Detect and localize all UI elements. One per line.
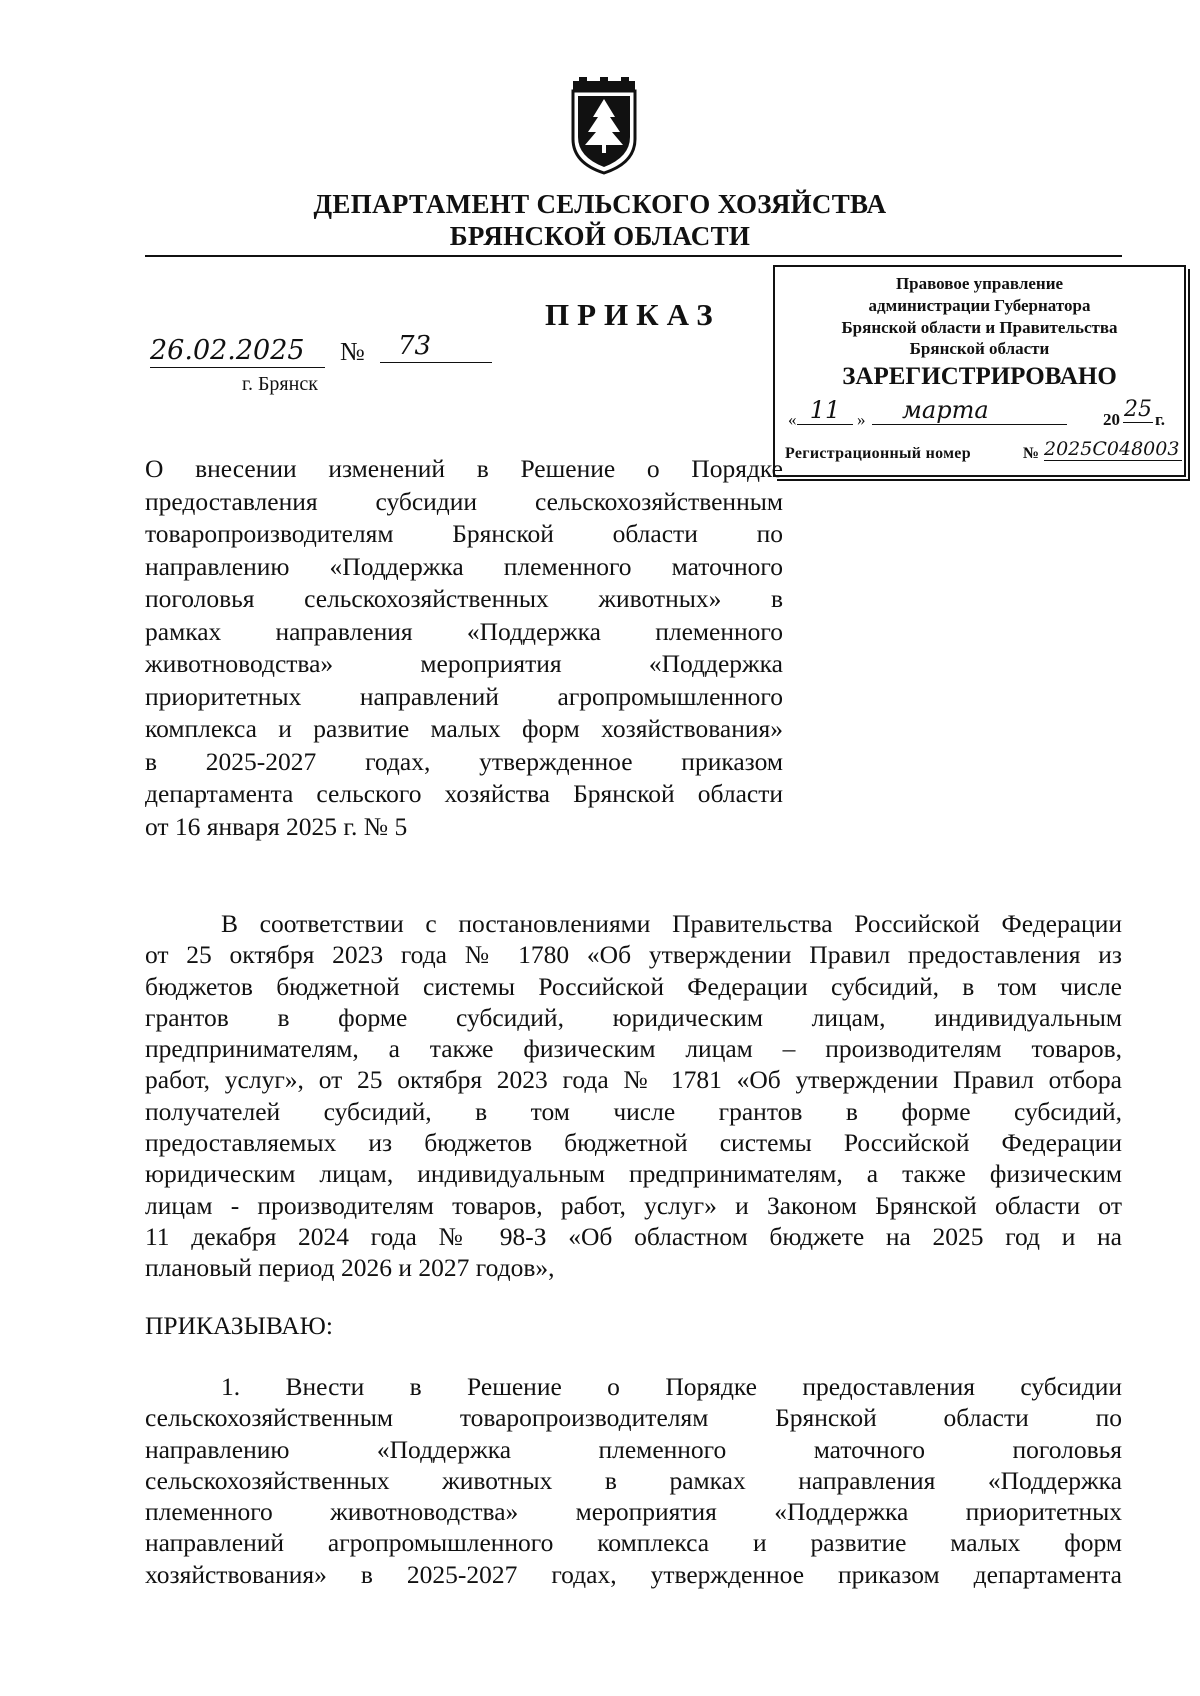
item-line: сельскохозяйственным товаропроизводителям Брянской области по [145, 1403, 1122, 1433]
stamp-regno-label: Регистрационный номер [785, 445, 971, 462]
subject-line: от 16 января 2025 г. № 5 [145, 811, 408, 841]
stamp-regno-prefix: № [1023, 445, 1040, 462]
stamp-line4: Брянской области [909, 339, 1050, 358]
stamp-month: марта [872, 396, 1067, 425]
header-rule [145, 255, 1122, 257]
preamble-line: В соответствии с постановлениями Правительства Российской Федерации [221, 909, 1122, 938]
preamble-line: от 25 октября 2023 года № 1780 «Об утверждении Правил предоставления из [145, 940, 1122, 970]
stamp-open-quote: « [788, 410, 797, 429]
stamp-line3: Брянской области и Правительства [841, 318, 1118, 337]
document-subject [145, 453, 783, 843]
organization-name-line2: БРЯНСКОЙ ОБЛАСТИ [449, 221, 751, 251]
number-label: № [340, 337, 365, 366]
subject-line: О внесении изменений в Решение о Порядке [145, 454, 783, 483]
subject-line: товаропроизводителям Брянской области по [145, 519, 783, 548]
subject-line: комплекса и развитие малых форм хозяйствования» [145, 714, 783, 743]
item-line: сельскохозяйственных животных в рамках направления «Поддержка [145, 1465, 1122, 1495]
city: г. Брянск [242, 373, 318, 395]
preamble-line: бюджетов бюджетной системы Российской Федерации субсидий, в том числе [145, 971, 1122, 1001]
preamble-line: 11 декабря 2024 года № 98-З «Об областном бюджете на 2025 год и на [145, 1221, 1122, 1251]
stamp-close-quote: » [857, 410, 866, 429]
order-item-1 [145, 1371, 1122, 1590]
subject-line: направлению «Поддержка племенного маточного [145, 551, 783, 581]
item-line: племенного животноводства» мероприятия «Поддержка приоритетных [145, 1497, 1122, 1527]
preamble-line: юридическим лицам, индивидуальным предпринимателям, а также физическим [145, 1159, 1122, 1189]
preamble-line: получателей субсидий, в том числе грантов в форме субсидий, [145, 1096, 1122, 1126]
subject-line: департамента сельского хозяйства Брянской области [145, 779, 783, 808]
stamp-line1: Правовое управление [895, 274, 1064, 293]
preamble-line: грантов в форме субсидий, юридическим лицам, индивидуальным [145, 1002, 1122, 1032]
preamble-line: работ, услуг», от 25 октября 2023 года № 1781 «Об утверждении Правил отбора [145, 1065, 1122, 1095]
subject-line: в 2025-2027 годах, утвержденное приказом [145, 746, 783, 776]
stamp-day: 11 [797, 396, 853, 425]
document-date: 26.02.2025 [150, 335, 325, 368]
stamp-line2: администрации Губернатора [868, 296, 1091, 315]
stamp-regno-value: 2025С048003 [1044, 438, 1182, 461]
document-number: 73 [380, 330, 492, 363]
subject-line: поголовья сельскохозяйственных животных» в [145, 584, 783, 613]
preamble-line: предпринимателям, а также физическим лицам – производителям товаров, [145, 1034, 1122, 1064]
stamp-year-prefix: 20 [1103, 410, 1120, 429]
subject-line: животноводства» мероприятия «Поддержка [145, 649, 783, 678]
stamp-status: ЗАРЕГИСТРИРОВАНО [842, 363, 1117, 390]
subject-line: приоритетных направлений агропромышленного [145, 681, 783, 711]
stamp-year-unit: г. [1155, 410, 1166, 429]
preamble-line: плановый период 2026 и 2027 годов», [145, 1253, 555, 1283]
item-line: направлению «Поддержка племенного маточного поголовья [145, 1434, 1122, 1464]
subject-line: предоставления субсидии сельскохозяйственным [145, 486, 783, 516]
item-line: хозяйствования» в 2025-2027 годах, утвержденное приказом департамента [145, 1559, 1122, 1589]
item-line: направлений агропромышленного комплекса и развитие малых форм [145, 1528, 1122, 1558]
organization-name-line1: ДЕПАРТАМЕНТ СЕЛЬСКОГО ХОЗЯЙСТВА [313, 189, 887, 219]
item-line: 1. Внести в Решение о Порядке предоставления субсидии [221, 1372, 1122, 1401]
preamble-paragraph [145, 908, 1122, 1284]
preamble-line: лицам - производителям товаров, работ, услуг» и Законом Брянской области от [145, 1190, 1122, 1220]
stamp-year-suffix: 25 [1124, 397, 1152, 422]
preamble-line: предоставляемых из бюджетов бюджетной системы Российской Федерации [145, 1128, 1122, 1158]
subject-line: рамках направления «Поддержка племенного [145, 616, 783, 646]
coat-of-arms-emblem [565, 77, 643, 177]
order-word: ПРИКАЗЫВАЮ: [145, 1311, 333, 1340]
document-type-title: ПРИКАЗ [545, 297, 721, 332]
